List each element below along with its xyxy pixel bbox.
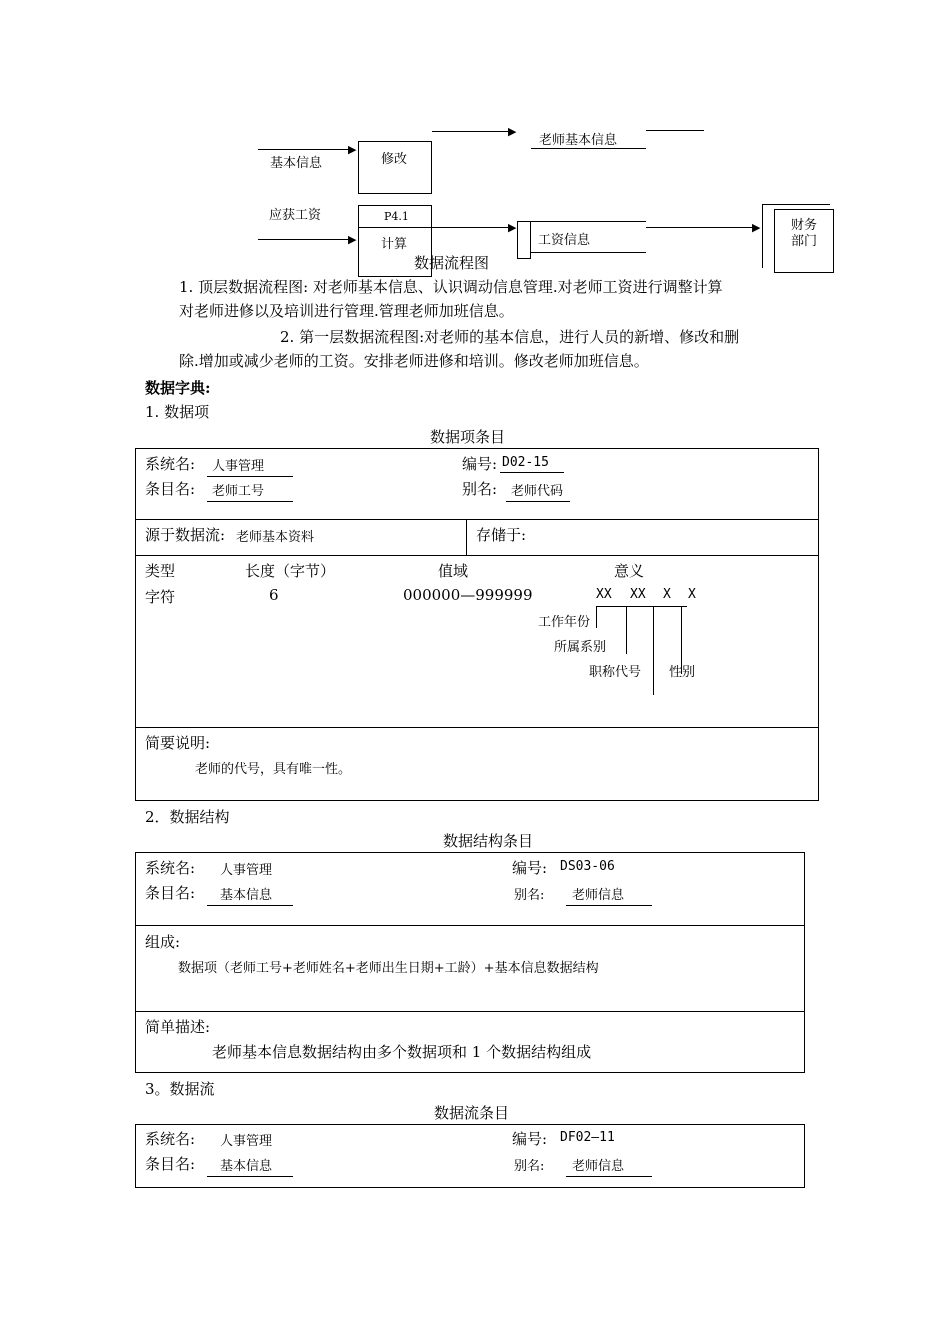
system-label: 系统名: xyxy=(145,1130,196,1148)
entry-label: 条目名: xyxy=(145,884,196,902)
compose-label: 组成: xyxy=(145,933,181,951)
system-value: 人事管理 xyxy=(207,455,293,477)
source-label: 源于数据流: xyxy=(145,526,226,544)
desc-value: 老师基本信息数据结构由多个数据项和 1 个数据结构组成 xyxy=(212,1043,592,1061)
system-label: 系统名: xyxy=(145,455,196,473)
system-value: 人事管理 xyxy=(220,863,273,878)
intro-p1-line2: 对老师进修以及培训进行管理.管理老师加班信息。 xyxy=(179,302,514,320)
seg-dept-label: 所属系别 xyxy=(554,640,607,655)
store-label: 存储于: xyxy=(476,526,527,544)
brief-label: 简要说明: xyxy=(145,734,211,752)
range-value: 000000—999999 xyxy=(403,586,533,604)
section1-heading: 1. 数据项 xyxy=(145,403,210,421)
alias-label: 别名: xyxy=(462,480,498,498)
brief-value: 老师的代号，具有唯一性。 xyxy=(195,762,352,777)
alias-value: 老师信息 xyxy=(566,1155,652,1177)
row-divider xyxy=(136,519,818,520)
external-entity-label: 财务 xyxy=(791,218,818,233)
alias-label: 别名: xyxy=(514,1159,545,1174)
flow-line xyxy=(646,227,758,228)
row-divider xyxy=(136,925,804,926)
process-calc-label: 计算 xyxy=(381,237,408,252)
number-label: 编号: xyxy=(462,455,498,473)
number-value: D02-15 xyxy=(500,455,564,473)
arrow-head-icon: ▶ xyxy=(508,221,517,234)
section3-title: 数据流条目 xyxy=(434,1104,510,1122)
entry-label: 条目名: xyxy=(145,480,196,498)
intro-p2-line2: 除.增加或减少老师的工资。安排老师进修和培训。修改老师加班信息。 xyxy=(179,352,649,370)
length-value: 6 xyxy=(269,586,279,604)
row-divider xyxy=(136,555,818,556)
source-value: 老师基本资料 xyxy=(236,530,315,545)
col-divider xyxy=(466,519,467,555)
compose-value: 数据项（老师工号+老师姓名+老师出生日期+工龄）+基本信息数据结构 xyxy=(178,961,599,976)
code-seg-gender: X xyxy=(688,587,696,602)
number-value: DS03-06 xyxy=(560,859,615,874)
row-divider xyxy=(136,727,818,728)
flow-line xyxy=(258,239,354,240)
arrow-head-icon: ▶ xyxy=(508,125,517,138)
arrow-head-icon: ▶ xyxy=(348,233,357,246)
entry-value: 老师工号 xyxy=(207,480,293,502)
type-value: 字符 xyxy=(145,588,176,606)
col-type: 类型 xyxy=(145,562,176,580)
underline xyxy=(531,148,646,149)
entry-value: 基本信息 xyxy=(207,884,293,906)
bracket-line xyxy=(626,606,627,654)
section2-title: 数据结构条目 xyxy=(443,832,534,850)
flow-line xyxy=(432,131,514,132)
flow-line xyxy=(646,130,704,131)
arrow-head-icon: ▶ xyxy=(348,143,357,156)
number-value: DF02—11 xyxy=(560,1130,615,1145)
col-range: 值域 xyxy=(438,562,469,580)
store-line xyxy=(531,221,646,222)
bracket-line xyxy=(596,606,687,607)
row-divider xyxy=(136,1011,804,1012)
bracket-line xyxy=(653,606,654,695)
col-meaning: 意义 xyxy=(614,562,645,580)
diagram-caption: 数据流程图 xyxy=(414,254,490,272)
entry-value: 基本信息 xyxy=(207,1155,293,1177)
process-modify-label: 修改 xyxy=(381,152,408,167)
flow-line xyxy=(258,149,354,150)
section1-title: 数据项条目 xyxy=(430,428,506,446)
number-label: 编号: xyxy=(512,1130,548,1148)
store-line xyxy=(531,252,646,253)
arrow-head-icon: ▶ xyxy=(752,221,761,234)
col-length: 长度（字节） xyxy=(245,562,336,580)
bracket-line xyxy=(596,606,597,628)
code-seg-title: X xyxy=(663,587,671,602)
data-store-tab xyxy=(517,221,531,259)
process-id: P4.1 xyxy=(384,210,409,223)
section2-heading: 2．数据结构 xyxy=(145,808,230,826)
intro-p1-line1: 1. 顶层数据流程图: 对老师基本信息、认识调动信息管理.对老师工资进行调整计算 xyxy=(179,278,723,296)
alias-value: 老师信息 xyxy=(566,884,652,906)
flow-line xyxy=(432,227,514,228)
seg-title-label: 职称代号 xyxy=(589,665,642,680)
seg-year-label: 工作年份 xyxy=(538,615,591,630)
code-seg-year: XX xyxy=(596,587,612,602)
alias-label: 别名: xyxy=(514,888,545,903)
desc-label: 简单描述: xyxy=(145,1018,211,1036)
dict-heading: 数据字典: xyxy=(145,379,211,397)
flow-label-salary: 应获工资 xyxy=(269,208,322,223)
flow-label-teacher-info: 老师基本信息 xyxy=(539,133,618,148)
data-store-label: 工资信息 xyxy=(538,233,591,248)
code-seg-dept: XX xyxy=(630,587,646,602)
external-entity-label: 部门 xyxy=(791,234,818,249)
flow-label-basic-info: 基本信息 xyxy=(270,156,323,171)
number-label: 编号: xyxy=(512,859,548,877)
seg-gender-label: 性别 xyxy=(669,665,696,680)
system-value: 人事管理 xyxy=(220,1134,273,1149)
section3-heading: 3。数据流 xyxy=(145,1080,215,1098)
divider xyxy=(358,227,432,228)
intro-p2-line1: 2. 第一层数据流程图:对老师的基本信息，进行人员的新增、修改和删 xyxy=(280,328,740,346)
entry-label: 条目名: xyxy=(145,1155,196,1173)
system-label: 系统名: xyxy=(145,859,196,877)
alias-value: 老师代码 xyxy=(506,480,570,502)
